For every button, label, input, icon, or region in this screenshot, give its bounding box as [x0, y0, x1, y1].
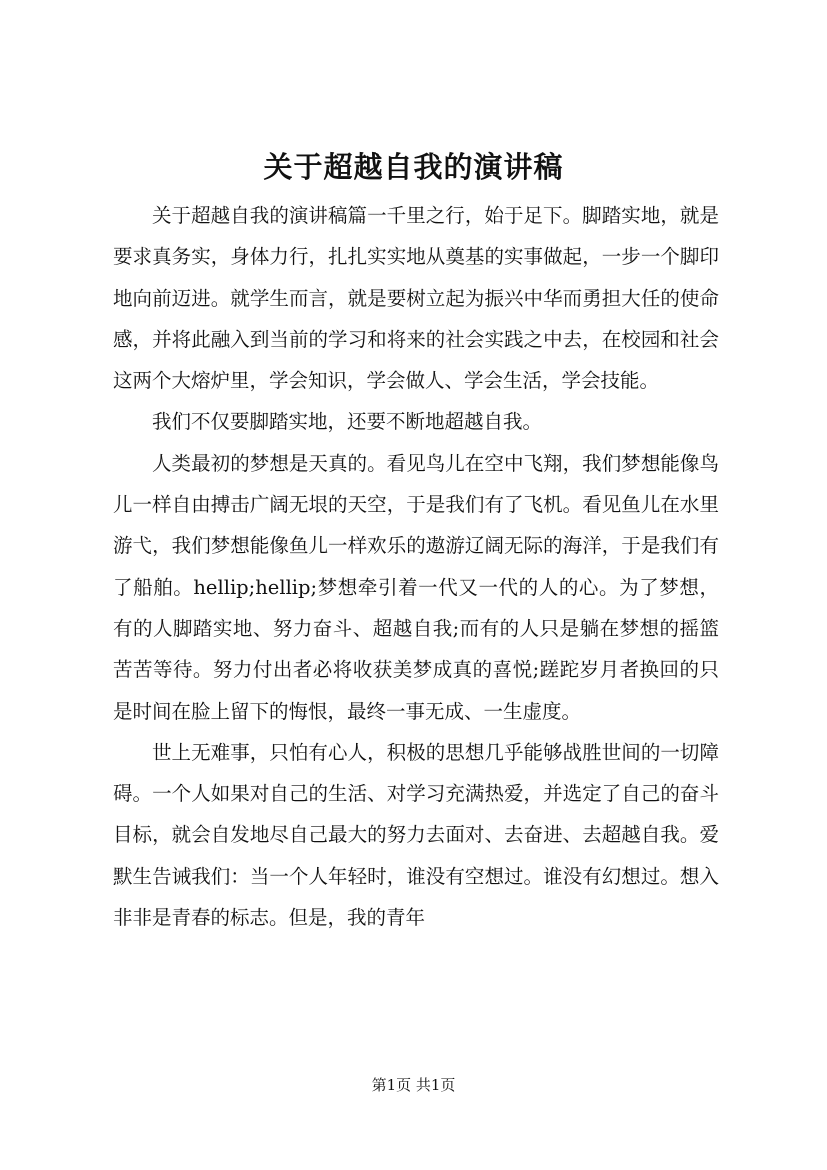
paragraph: 关于超越自我的演讲稿篇一千里之行，始于足下。脚踏实地，就是要求真务实，身体力行，扎扎实实地从奠基的实事做起，一步一个脚印地向前迈进。就学生而言，就是要树立起为振兴中华而勇担大任的使命感，并将此融入到当前的学习和将来的社会实践之中去，在校园和社会这两个大熔炉里，学会知识，学会做人、学会生活，学会技能。	[113, 204, 719, 393]
paragraph: 世上无难事，只怕有心人，积极的思想几乎能够战胜世间的一切障碍。一个人如果对自己的生活、对学习充满热爱，并选定了自己的奋斗目标，就会自发地尽自己最大的努力去面对、去奋进、去超越自我。爱默生告诫我们：当一个人年轻时，谁没有空想过。谁没有幻想过。想入非非是青春的标志。但是，我的青年	[113, 740, 719, 930]
paragraph: 我们不仅要脚踏实地，还要不断地超越自我。	[152, 410, 543, 434]
paragraph: 人类最初的梦想是天真的。看见鸟儿在空中飞翔，我们梦想能像鸟儿一样自由搏击广阔无垠的天空，于是我们有了飞机。看见鱼儿在水里游弋，我们梦想能像鱼儿一样欢乐的遨游辽阔无际的海洋，于是我们有了船舶。hellip;hellip;梦想牵引着一代又一代的人的心。为了梦想，有的人脚踏实地、努力奋斗、超越自我;而有的人只是躺在梦想的摇篮苦苦等待。努力付出者必将收获美梦成真的喜悦;蹉跎岁月者换回的只是时间在脸上留下的悔恨，最终一事无成、一生虚度。	[113, 451, 719, 723]
document-title: 关于超越自我的演讲稿	[263, 150, 564, 184]
page-footer	[0, 1074, 827, 1096]
page-number: 第1页 共1页	[371, 1076, 456, 1094]
document-body	[113, 195, 719, 938]
